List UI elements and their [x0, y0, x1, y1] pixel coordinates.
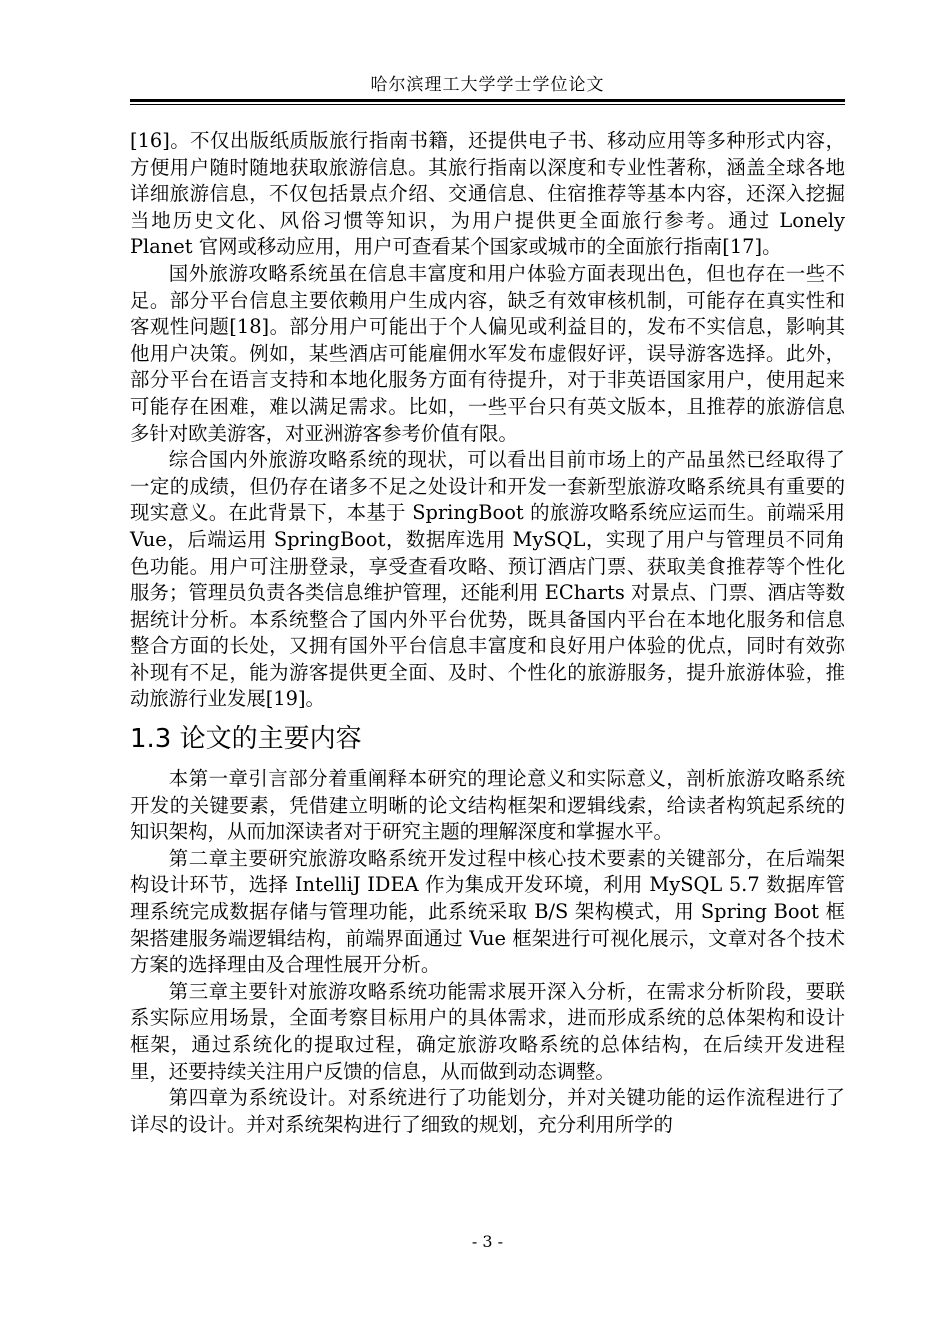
paragraph: 国外旅游攻略系统虽在信息丰富度和用户体验方面表现出色，但也存在一些不足。部分平台信息主要依赖用户生成内容，缺乏有效审核机制，可能存在真实性和客观性问题[18]。部分用户可能出于个人偏见或利益目的，发布不实信息，影响其他用户决策。例如，某些酒店可能雇佣水军发布虚假好评，误导游客选择。此外，部分平台在语言支持和本地化服务方面有待提升，对于非英语国家用户，使用起来可能存在困难，难以满足需求。比如，一些平台只有英文版本，且推荐的旅游信息多针对欧美游客，对亚洲游客参考价值有限。 [130, 261, 845, 445]
paragraph: 第三章主要针对旅游攻略系统功能需求展开深入分析，在需求分析阶段，要联系实际应用场景，全面考察目标用户的具体需求，进而形成系统的总体架构和设计框架，通过系统化的提取过程，确定旅游攻略系统的总体结构，在后续开发进程里，还要持续关注用户反馈的信息，从而做到动态调整。 [130, 979, 845, 1083]
page-number: - 3 - [471, 1232, 504, 1251]
paragraph: [16]。不仅出版纸质版旅行指南书籍，还提供电子书、移动应用等多种形式内容，方便用户随时随地获取旅游信息。其旅行指南以深度和专业性著称，涵盖全球各地详细旅游信息，不仅包括景点介绍、交通信息、住宿推荐等基本内容，还深入挖掘当地历史文化、风俗习惯等知识，为用户提供更全面旅行参考。通过 Lonely Planet 官网或移动应用，用户可查看某个国家或城市的全面旅行指南[17]。 [130, 129, 845, 259]
paragraph: 第四章为系统设计。对系统进行了功能划分，并对关键功能的运作流程进行了详尽的设计。并对系统架构进行了细致的规划，充分利用所学的 [130, 1086, 845, 1136]
paragraph: 本第一章引言部分着重阐释本研究的理论意义和实际意义，剖析旅游攻略系统开发的关键要素，凭借建立明晰的论文结构框架和逻辑线索，给读者构筑起系统的知识架构，从而加深读者对于研究主题的理解深度和掌握水平。 [130, 767, 845, 844]
paragraph: 第二章主要研究旅游攻略系统开发过程中核心技术要素的关键部分，在后端架构设计环节，选择 IntelliJ IDEA 作为集成开发环境，利用 MySQL 5.7 数据库管理系统完成数据存储与管理功能，此系统采取 B/S 架构模式，用 Spring Boot 框架搭建服务端逻辑结构，前端界面通过 Vue 框架进行可视化展示，文章对各个技术方案的选择理由及合理性展开分析。 [130, 846, 845, 977]
header-rule-thin [130, 104, 845, 105]
section-heading: 1.3 论文的主要内容 [130, 724, 362, 755]
running-header: 哈尔滨理工大学学士学位论文 [370, 75, 605, 95]
paragraph: 综合国内外旅游攻略系统的现状，可以看出目前市场上的产品虽然已经取得了一定的成绩，但仍存在诸多不足之处设计和开发一套新型旅游攻略系统具有重要的现实意义。在此背景下，本基于 SpringBoot 的旅游攻略系统应运而生。前端采用 Vue，后端运用 SpringBoot，数据库选用 MySQL，实现了用户与管理员不同角色功能。用户可注册登录，享受查看攻略、预订酒店门票、获取美食推荐等个性化服务；管理员负责各类信息维护管理，还能利用 ECharts 对景点、门票、酒店等数据统计分析。本系统整合了国内外平台优势，既具备国内平台在本地化服务和信息整合方面的长处，又拥有国外平台信息丰富度和良好用户体验的优点，同时有效弥补现有不足，能为游客提供更全面、及时、个性化的旅游服务，提升旅游体验，推动旅游行业发展[19]。 [130, 448, 845, 711]
body-text [130, 128, 845, 1138]
header-rule-thick [130, 99, 845, 102]
